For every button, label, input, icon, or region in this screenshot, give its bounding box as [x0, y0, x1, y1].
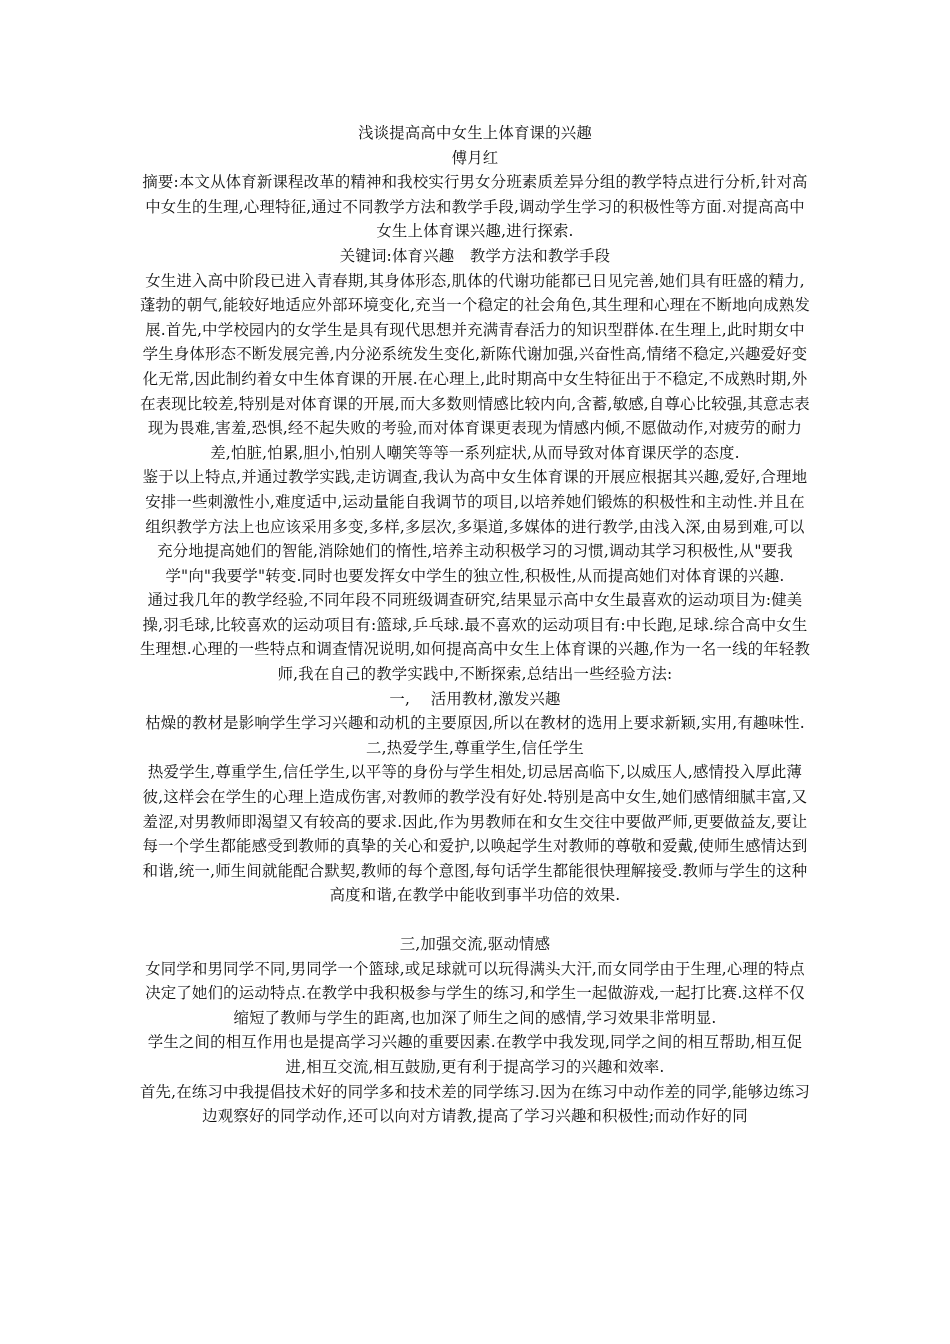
document-page	[138, 121, 812, 1129]
section-2-body: 热爱学生,尊重学生,信任学生,以平等的身份与学生相处,切忌居高临下,以威压人,感情投入厚此薄彼,这样会在学生的心理上造成伤害,对教师的教学没有好处.特别是高中女生,她们感情细腻丰富,又羞涩,对男教师即渴望又有较高的要求.因此,作为男教师在和女生交往中要做严师,更要做益友,要让每一个学生都能感受到教师的真挚的关心和爱护,以唤起学生对教师的尊敬和爱戴,使师生感情达到和谐,统一,师生间就能配合默契,教师的每个意图,每句话学生都能很快理解接受.教师与学生的这种高度和谐,在教学中能收到事半功倍的效果.	[142, 763, 808, 905]
section-3-body-2: 学生之间的相互作用也是提高学习兴趣的重要因素.在教学中我发现,同学之间的相互帮助,相互促进,相互交流,相互鼓励,更有利于提高学习的兴趣和效率.	[147, 1033, 803, 1076]
section-1-heading: 一, 活用教材,激发兴趣	[389, 689, 561, 708]
section-3-body-1: 女同学和男同学不同,男同学一个篮球,或足球就可以玩得满头大汗,而女同学由于生理,心理的特点决定了她们的运动特点.在教学中我积极参与学生的练习,和学生一起做游戏,一起打比赛.这样不仅缩短了教师与学生的距离,也加深了师生之间的感情,学习效果非常明显.	[145, 959, 805, 1027]
section-3-heading: 三,加强交流,驱动情感	[399, 935, 551, 953]
author-name: 傅月红	[451, 148, 499, 167]
body-paragraph-1: 女生进入高中阶段已进入青春期,其身体形态,肌体的代谢功能都已日见完善,她们具有旺盛的精力,蓬勃的朝气,能较好地适应外部环境变化,充当一个稳定的社会角色,其生理和心理在不断地向成熟发展.首先,中学校园内的女学生是具有现代思想并充满青春活力的知识型群体.在生理上,此时期女中学生身体形态不断发展完善,内分泌系统发生变化,新陈代谢加强,兴奋性高,情绪不稳定,兴趣爱好变化无常,因此制约着女中生体育课的开展.在心理上,此时期高中女生特征出于不稳定,不成熟时期,外在表现比较差,特别是对体育课的开展,而大多数则情感比较内向,含蓄,敏感,自尊心比较强,其意志表现为畏难,害羞,恐惧,经不起失败的考验,而对体育课更表现为情感内倾,不愿做动作,对疲劳的耐力差,怕脏,怕累,胆小,怕别人嘲笑等等一系列症状,从而导致对体育课厌学的态度.	[139, 271, 811, 462]
section-3-body-3: 首先,在练习中我提倡技术好的同学多和技术差的同学练习.因为在练习中动作差的同学,能够边练习边观察好的同学动作,还可以向对方请教,提高了学习兴趣和积极性;而动作好的同	[139, 1082, 811, 1126]
abstract-paragraph: 摘要:本文从体育新课程改革的精神和我校实行男女分班素质差异分组的教学特点进行分析,针对高中女生的生理,心理特征,通过不同教学方法和教学手段,调动学生学习的积极性等方面.对提高高中女生上体育课兴趣,进行探索.	[142, 173, 808, 241]
section-1-body: 枯燥的教材是影响学生学习兴趣和动机的主要原因,所以在教材的选用上要求新颖,实用,有趣味性.	[145, 714, 805, 733]
body-paragraph-3: 通过我几年的教学经验,不同年段不同班级调查研究,结果显示高中女生最喜欢的运动项目为:健美操,羽毛球,比较喜欢的运动项目有:篮球,乒乓球.最不喜欢的运动项目有:中长跑,足球.综合高中女生生理想.心理的一些特点和调查情况说明,如何提高高中女生上体育课的兴趣,作为一名一线的年轻教师,我在自己的教学实践中,不断探索,总结出一些经验方法:	[139, 591, 811, 684]
document-title: 浅谈提高高中女生上体育课的兴趣	[358, 124, 592, 142]
section-2-heading: 二,热爱学生,尊重学生,信任学生	[366, 738, 584, 757]
body-paragraph-2: 鉴于以上特点,并通过教学实践,走访调查,我认为高中女生体育课的开展应根据其兴趣,爱好,合理地安排一些刺激性小,难度适中,运动量能自我调节的项目,以培养她们锻炼的积极性和主动性.并且在组织教学方法上也应该采用多变,多样,多层次,多渠道,多媒体的进行教学,由浅入深,由易到难,可以充分地提高她们的智能,消除她们的惰性,培养主动积极学习的习惯,调动其学习积极性,从"要我学"向"我要学"转变.同时也要发挥女中学生的独立性,积极性,从而提高她们对体育课的兴趣.	[142, 468, 808, 585]
keywords-line: 关键词:体育兴趣 教学方法和教学手段	[339, 246, 611, 265]
blank-line-spacer	[138, 908, 812, 932]
